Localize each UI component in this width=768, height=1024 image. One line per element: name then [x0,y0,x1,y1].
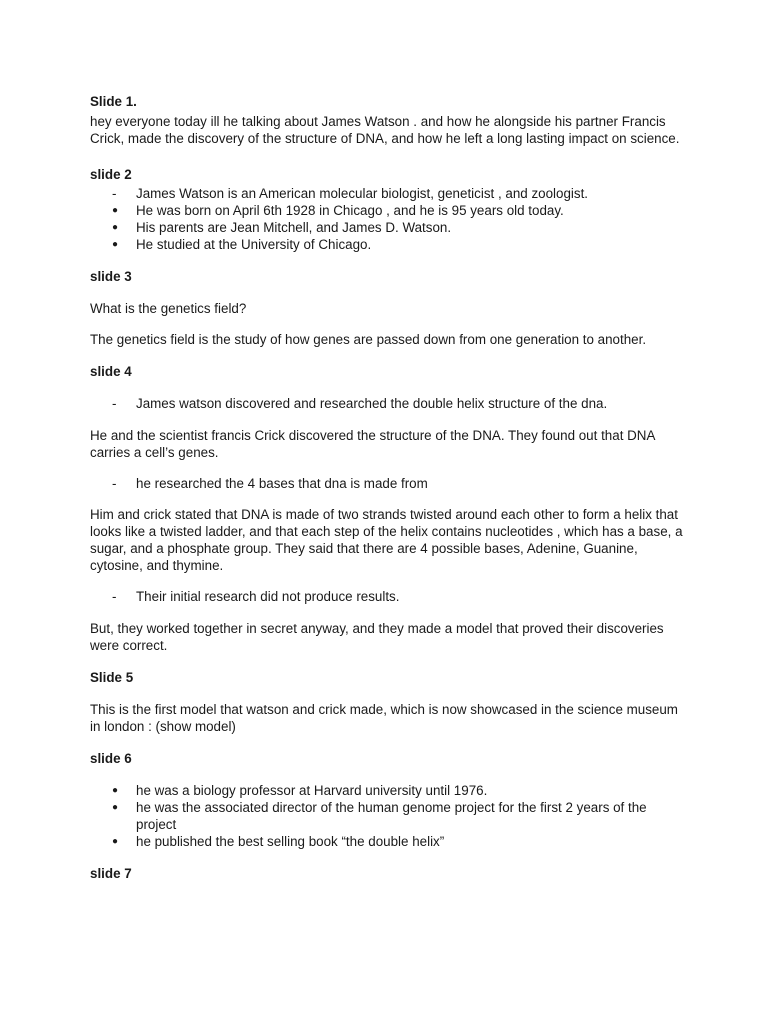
bullet-marker: ● [112,239,119,250]
list-item [90,588,690,605]
list-item-text: He was born on April 6th 1928 in Chicago , and he is 95 years old today. [136,203,564,218]
list-item-text: he researched the 4 bases that dna is made from [136,476,428,491]
bullet-marker: ● [112,836,119,847]
slide3-question: What is the genetics field? [90,301,247,316]
list-item-text: Their initial research did not produce results. [136,589,400,604]
list-item [90,395,690,412]
list-item [90,185,690,202]
dash-marker: - [112,396,117,411]
slide4-paragraph: He and the scientist francis Crick discovered the structure of the DNA. They found out that DNA carries a cell’s genes. [90,428,655,460]
list-item [90,219,690,236]
list-item [90,475,690,492]
slide4-paragraph: But, they worked together in secret anyway, and they made a model that proved their discoveries were correct. [90,621,664,653]
slide4-paragraph: Him and crick stated that DNA is made of two strands twisted around each other to form a helix that looks like a twisted ladder, and that each step of the helix contains nucleotides , which has a base, a sugar, and a phosphate group. They said that there are 4 possible bases, Adenine, Guanine, cytosine, and thymine. [90,507,683,573]
slide3-heading: slide 3 [90,269,132,284]
dash-marker: - [112,476,117,491]
slide1-text: hey everyone today ill he talking about James Watson . and how he alongside his partner Francis Crick, made the discovery of the structure of DNA, and how he left a long lasting impact on science. [90,114,680,146]
slide6-list [90,782,690,850]
list-item-text: he published the best selling book “the double helix” [136,834,445,849]
slide5-text: This is the first model that watson and crick made, which is now showcased in the science museum in london : (show model) [90,702,678,734]
list-item [90,782,690,799]
list-item [90,833,690,850]
slide2-list [90,185,690,253]
list-item-text: James Watson is an American molecular biologist, geneticist , and zoologist. [136,186,589,201]
bullet-marker: ● [112,802,119,813]
list-item-text: he was a biology professor at Harvard university until 1976. [136,783,488,798]
slide5-heading: Slide 5 [90,670,134,685]
list-item-text: James watson discovered and researched the double helix structure of the dna. [136,396,608,411]
document-page [90,93,690,882]
slide3-answer: The genetics field is the study of how genes are passed down from one generation to another. [90,332,647,347]
list-item-text: he was the associated director of the human genome project for the first 2 years of the project [136,800,647,832]
slide1-heading: Slide 1. [90,94,137,109]
bullet-marker: ● [112,785,119,796]
list-item-text: His parents are Jean Mitchell, and James D. Watson. [136,220,452,235]
list-item [90,236,690,253]
slide6-heading: slide 6 [90,751,132,766]
slide7-heading: slide 7 [90,866,132,881]
dash-marker: - [112,186,117,201]
list-item [90,202,690,219]
list-item [90,799,690,833]
list-item-text: He studied at the University of Chicago. [136,237,372,252]
slide4-heading: slide 4 [90,364,132,379]
bullet-marker: ● [112,205,119,216]
slide2-heading: slide 2 [90,167,132,182]
dash-marker: - [112,589,117,604]
bullet-marker: ● [112,222,119,233]
